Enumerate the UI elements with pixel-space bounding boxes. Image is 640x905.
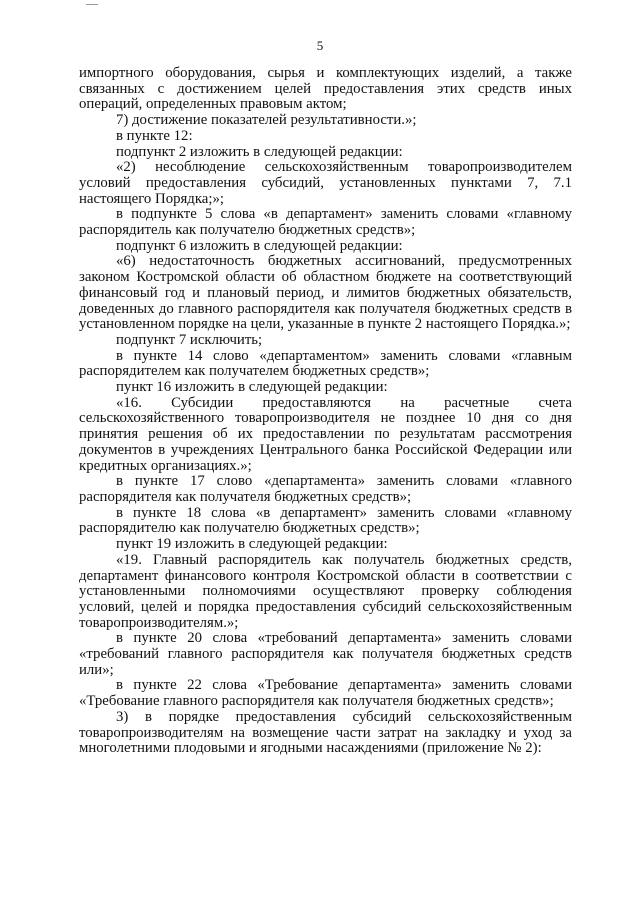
paragraph-subpoint-6-text: «6) недостаточность бюджетных ассигнований, предусмотренных законом Костромской области об областном бюджете на соответствующий финансовый год и плановый период, и лимитов бюджетных обязательств, доведенных до главного распорядителя как получателя бюджетных средств в установленном порядке на цели, указанные в пункте 2 настоящего Порядка.»;: [79, 253, 572, 333]
paragraph-point-14: в пункте 14 слово «департаментом» заменить словами «главным распорядителем как получателем бюджетных средств»;: [79, 347, 572, 380]
page-number: 5: [316, 38, 324, 53]
paragraph-subpoint-6-intro: подпункт 6 изложить в следующей редакции:: [116, 237, 403, 254]
paragraph-point-12: в пункте 12:: [116, 127, 193, 144]
paragraph-point-18: в пункте 18 слова «в департамент» заменить словами «главному распорядителю как получателю бюджетных средств»;: [79, 504, 572, 537]
paragraph-subpoint-7: подпункт 7 исключить;: [116, 331, 263, 348]
paragraph-subpoint-2-intro: подпункт 2 изложить в следующей редакции:: [116, 143, 403, 160]
paragraph-continuation: импортного оборудования, сырья и комплектующих изделий, а также связанных с достижением целей предоставления этих средств иных операций, определенных правовым актом;: [79, 65, 572, 113]
paragraph-point-20: в пункте 20 слова «требований департамента» заменить словами «требований главного распорядителя как получателя бюджетных средств или»;: [79, 630, 572, 678]
paragraph-point-19-intro: пункт 19 изложить в следующей редакции:: [116, 536, 388, 553]
paragraph-point-16-intro: пункт 16 изложить в следующей редакции:: [116, 379, 388, 396]
paragraph-subpoint-2-text: «2) несоблюдение сельскохозяйственным товаропроизводителем условий предоставления субсидий, установленных пунктами 7, 7.1 настоящего Порядка;»;: [79, 159, 572, 207]
paragraph-point-17: в пункте 17 слово «департамента» заменить словами «главного распорядителя как получателя бюджетных средств»;: [79, 473, 572, 505]
paragraph-point-22: в пункте 22 слова «Требование департамента» заменить словами «Требование главного распорядителя как получателя бюджетных средств»;: [79, 677, 572, 710]
paragraph-point-19-text: «19. Главный распорядитель как получатель бюджетных средств, департамент финансового контроля Костромской области в соответствии с установленными полномочиями осуществляют проверку соблюдения условий, целей и порядка предоставления субсидий сельскохозяйственным товаропроизводителям.»;: [79, 551, 572, 631]
paragraph-subpoint-5: в подпункте 5 слова «в департамент» заменить словами «главному распорядитель как получателю бюджетных средств»;: [79, 206, 572, 239]
paragraph-point-16-text: «16. Субсидии предоставляются на расчетные счета сельскохозяйственного товаропроизводителя не позднее 10 дня со дня принятия решения об их предоставлении по результатам рассмотрения документов в учреждениях Центрального банка Российской Федерации или кредитных организациях.»;: [79, 394, 572, 474]
scan-artifact: [86, 4, 98, 5]
paragraph-item-7: 7) достижение показателей результативности.»;: [116, 112, 417, 129]
paragraph-item-3: 3) в порядке предоставления субсидий сельскохозяйственным товаропроизводителям на возмещение части затрат на закладку и уход за многолетними плодовыми и ягодными насаждениями (приложение № 2):: [79, 708, 572, 757]
document-body: [79, 66, 572, 757]
